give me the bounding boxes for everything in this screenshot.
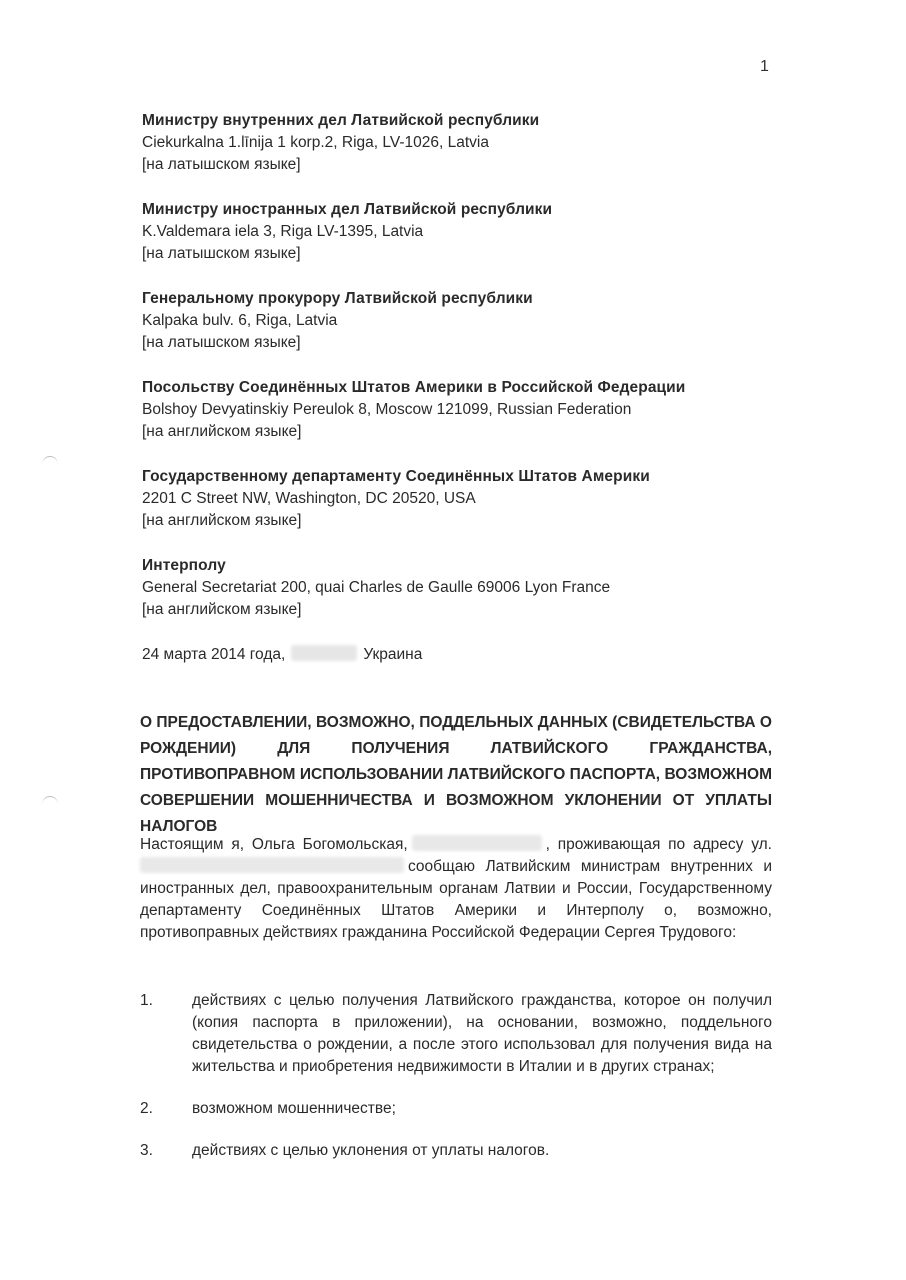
scan-mark xyxy=(42,456,58,473)
recipient-address: Bolshoy Devyatinskiy Pereulok 8, Moscow 121099, Russian Federation xyxy=(142,401,632,418)
recipient xyxy=(142,288,802,354)
recipient-name: Министру иностранных дел Латвийской республики xyxy=(142,201,553,218)
list-item-text: действиях с целью получения Латвийского гражданства, которое он получил (копия паспорта в приложении), на основании, возможно, поддельного свидетельства о рождении, а после этого использовал для получения вида на жительства и приобретения недвижимости в Италии и в других странах; xyxy=(192,992,772,1075)
recipient-name: Министру внутренних дел Латвийской республики xyxy=(142,112,540,129)
recipient xyxy=(142,199,802,265)
list-item-number: 3. xyxy=(140,1142,153,1159)
recipient xyxy=(142,377,802,443)
recipient-language: [на английском языке] xyxy=(142,423,302,440)
list-item-number: 2. xyxy=(140,1100,153,1117)
recipient-address: 2201 C Street NW, Washington, DC 20520, USA xyxy=(142,490,476,507)
page-number: 1 xyxy=(760,58,769,75)
recipient-name: Интерполу xyxy=(142,557,226,574)
redacted-address xyxy=(140,857,404,873)
date-line xyxy=(142,644,422,666)
list-item-number: 1. xyxy=(140,992,153,1009)
list-item xyxy=(140,990,772,1078)
recipient-language: [на латышском языке] xyxy=(142,334,301,351)
recipients-block xyxy=(142,110,802,644)
letter-body xyxy=(140,834,772,944)
recipient-language: [на английском языке] xyxy=(142,512,302,529)
body-intro: Настоящим я, Ольга Богомольская, xyxy=(140,836,408,853)
recipient-address: Ciekurkalna 1.līnija 1 korp.2, Riga, LV-1026, Latvia xyxy=(142,134,489,151)
letter-date: 24 марта 2014 года, xyxy=(142,646,286,663)
allegations-list xyxy=(140,990,772,1182)
body-main: сообщаю Латвийским министрам внутренних и иностранных дел, правоохранительным органам Латвии и России, Государственному департаменту Соединённых Штатов Америки и Интерполу о, возможно, противоправных действиях гражданина Российской Федерации Сергея Трудового: xyxy=(140,858,772,941)
list-item xyxy=(140,1140,772,1162)
recipient-name: Посольству Соединённых Штатов Америки в Российской Федерации xyxy=(142,379,686,396)
body-address-intro: , проживающая по адресу ул. xyxy=(545,836,772,853)
recipient-name: Государственному департаменту Соединённых Штатов Америки xyxy=(142,468,650,485)
scan-mark xyxy=(42,796,58,813)
recipient-language: [на английском языке] xyxy=(142,601,302,618)
recipient xyxy=(142,555,802,621)
list-item xyxy=(140,1098,772,1120)
letter-place: Украина xyxy=(363,646,423,663)
redacted-personal-data xyxy=(412,835,542,851)
recipient xyxy=(142,466,802,532)
recipient-language: [на латышском языке] xyxy=(142,156,301,173)
recipient xyxy=(142,110,802,176)
list-item-text: возможном мошенничестве; xyxy=(192,1100,396,1117)
redacted-city xyxy=(291,645,357,661)
recipient-name: Генеральному прокурору Латвийской республики xyxy=(142,290,533,307)
letter-title: О ПРЕДОСТАВЛЕНИИ, ВОЗМОЖНО, ПОДДЕЛЬНЫХ ДАННЫХ (СВИДЕТЕЛЬСТВА О РОЖДЕНИИ) ДЛЯ ПОЛУЧЕНИЯ ЛАТВИЙСКОГО ГРАЖДАНСТВА, ПРОТИВОПРАВНОМ ИСПОЛЬЗОВАНИИ ЛАТВИЙСКОГО ПАСПОРТА, ВОЗМОЖНОМ СОВЕРШЕНИИ МОШЕННИЧЕСТВА И ВОЗМОЖНОМ УКЛОНЕНИИ ОТ УПЛАТЫ НАЛОГОВ xyxy=(140,714,772,835)
recipient-address: General Secretariat 200, quai Charles de Gaulle 69006 Lyon France xyxy=(142,579,611,596)
recipient-address: Kalpaka bulv. 6, Riga, Latvia xyxy=(142,312,338,329)
recipient-language: [на латышском языке] xyxy=(142,245,301,262)
list-item-text: действиях с целью уклонения от уплаты налогов. xyxy=(192,1142,550,1159)
recipient-address: K.Valdemara iela 3, Riga LV-1395, Latvia xyxy=(142,223,424,240)
